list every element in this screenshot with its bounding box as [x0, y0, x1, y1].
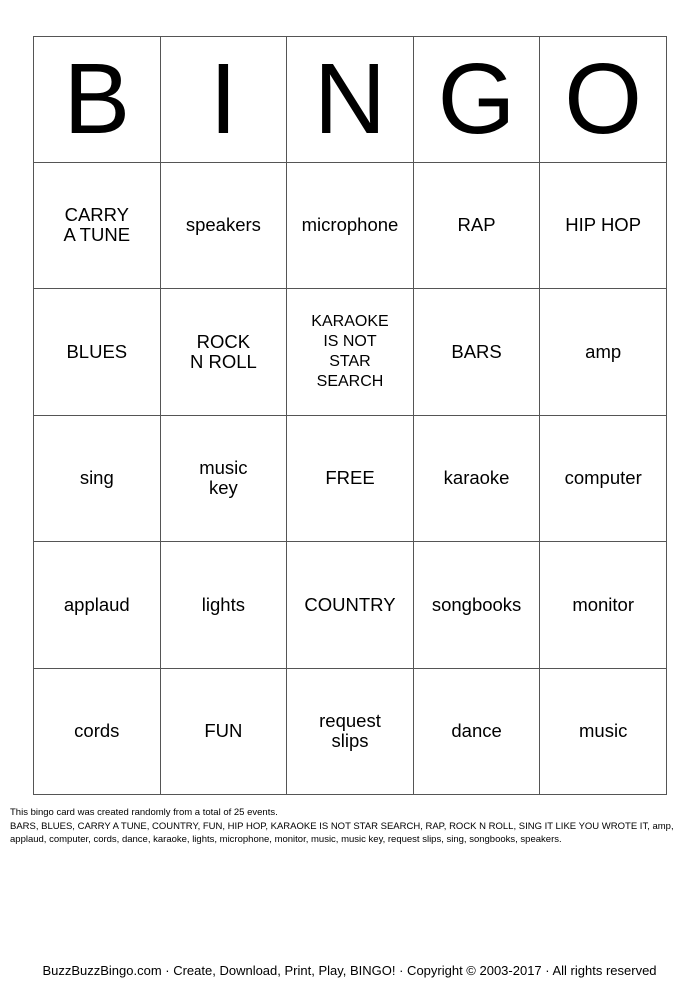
card-notes [10, 806, 690, 847]
bingo-cell [413, 542, 540, 669]
bingo-cell-text: request [319, 710, 381, 732]
bingo-cell-text: speakers [185, 214, 261, 236]
bingo-cell [540, 415, 667, 542]
bingo-cell [34, 415, 161, 542]
bingo-cell [160, 668, 287, 795]
page-footer: BuzzBuzzBingo.com · Create, Download, Print, Play, BINGO! · Copyright © 2003-2017 · All rights reserved [42, 963, 657, 978]
bingo-cell [540, 668, 667, 795]
bingo-cell-text: A TUNE [63, 224, 131, 246]
bingo-cell-text: sing [79, 467, 114, 489]
header-letter-b: B [34, 37, 161, 163]
bingo-row [34, 668, 667, 795]
bingo-cell-text: COUNTRY [304, 593, 396, 615]
bingo-cell-text: ROCK [196, 330, 251, 352]
bingo-cell [160, 289, 287, 416]
bingo-cell [160, 542, 287, 669]
bingo-cell-text: music [199, 457, 248, 479]
bingo-cell [413, 668, 540, 795]
bingo-grid [34, 162, 667, 795]
bingo-cell-text: slips [331, 730, 369, 752]
header-letter-i: I [160, 37, 287, 163]
bingo-cell [160, 162, 287, 289]
bingo-cell [34, 162, 161, 289]
bingo-cell [160, 415, 287, 542]
bingo-cell-text: monitor [572, 593, 635, 615]
bingo-row [34, 162, 667, 289]
bingo-cell-text: computer [564, 467, 642, 489]
bingo-cell-text: BARS [451, 340, 502, 362]
bingo-cell-text: BLUES [66, 340, 128, 362]
bingo-row [34, 415, 667, 542]
bingo-cell [413, 289, 540, 416]
bingo-cell [540, 162, 667, 289]
bingo-cell-text: cords [74, 720, 120, 742]
bingo-cell-text: KARAOKE [311, 312, 389, 330]
bingo-cell [540, 542, 667, 669]
bingo-cell-text: FUN [204, 720, 243, 742]
bingo-cell [540, 289, 667, 416]
bingo-cell-text: lights [201, 593, 245, 615]
bingo-cell [34, 542, 161, 669]
header-letter-o: O [540, 37, 667, 163]
bingo-cell-text: SEARCH [316, 372, 384, 390]
bingo-cell-text: key [208, 477, 238, 499]
bingo-cell-text: applaud [63, 593, 130, 615]
notes-events-list: BARS, BLUES, CARRY A TUNE, COUNTRY, FUN, HIP HOP, KARAOKE IS NOT STAR SEARCH, RAP, ROCK N ROLL, SING IT LIKE YOU WROTE IT, amp, applaud, computer, cords, dance, karaoke, lights, microphone, monitor, music, music key, request slips, sing, songbooks, speakers. [10, 820, 674, 845]
bingo-cell [287, 542, 414, 669]
bingo-cell-text: IS NOT [323, 332, 377, 350]
bingo-cell-text: amp [585, 340, 622, 362]
bingo-cell-text: RAP [457, 214, 496, 236]
bingo-cell-text: CARRY [64, 204, 130, 226]
bingo-cell [34, 668, 161, 795]
bingo-cell-text: music [579, 720, 628, 742]
bingo-cell-text: dance [451, 720, 502, 742]
bingo-cell [287, 415, 414, 542]
bingo-cell [34, 289, 161, 416]
bingo-row [34, 542, 667, 669]
bingo-cell-text: microphone [301, 214, 399, 236]
header-letter-n: N [287, 37, 414, 163]
bingo-header-row [34, 37, 667, 163]
bingo-card [33, 36, 667, 795]
bingo-cell [287, 668, 414, 795]
bingo-row [34, 289, 667, 416]
bingo-cell-text: HIP HOP [565, 214, 642, 236]
bingo-cell-text: N ROLL [189, 350, 257, 372]
bingo-cell-text: songbooks [431, 593, 522, 615]
header-letter-g: G [413, 37, 540, 163]
bingo-cell [287, 162, 414, 289]
bingo-cell [413, 162, 540, 289]
bingo-cell-text: STAR [329, 352, 371, 370]
bingo-cell-text: karaoke [443, 467, 510, 489]
bingo-cell [287, 289, 414, 416]
notes-summary: This bingo card was created randomly from a total of 25 events. [10, 807, 278, 818]
bingo-cell [413, 415, 540, 542]
bingo-cell-text: FREE [325, 467, 375, 489]
